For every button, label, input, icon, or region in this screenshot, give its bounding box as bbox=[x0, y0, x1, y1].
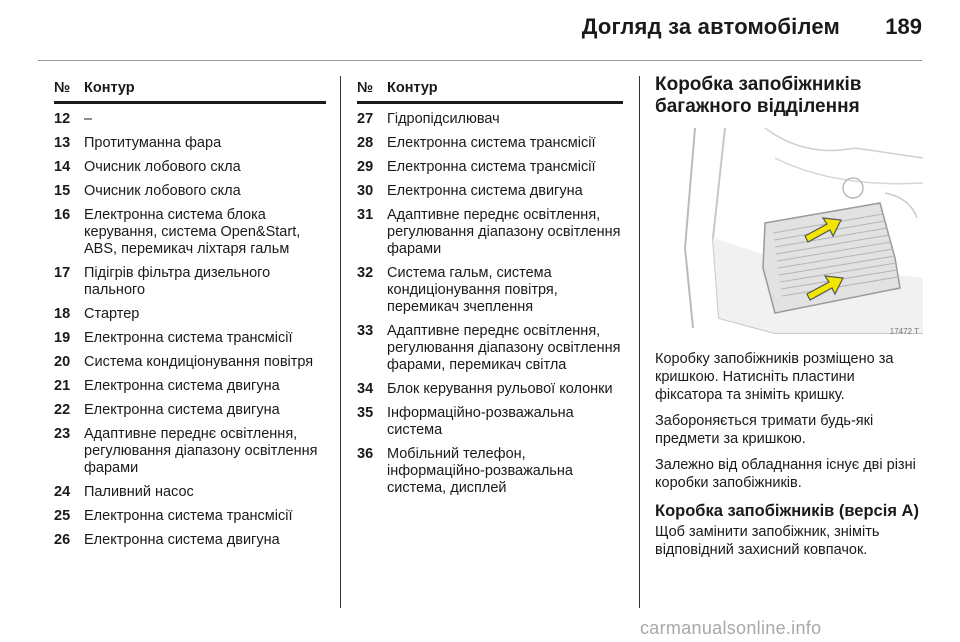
fuse-number: 27 bbox=[357, 111, 374, 127]
paragraph: Забороняється тримати будь-які предмети за кришкою. bbox=[655, 413, 874, 447]
fuse-number: 30 bbox=[357, 183, 374, 199]
fuse-table-header bbox=[357, 80, 623, 104]
fuse-description: Блок керування рульової колонки bbox=[387, 381, 613, 397]
fuse-row bbox=[357, 135, 623, 152]
page-number: 189 bbox=[885, 14, 922, 39]
fuse-number: 13 bbox=[54, 135, 71, 151]
fuse-rows bbox=[357, 111, 623, 497]
fuse-row bbox=[54, 330, 326, 347]
fuse-description: Електронна система трансмісії bbox=[84, 330, 293, 346]
fuse-row bbox=[357, 405, 623, 439]
fuse-description: Адаптивне переднє освітлення, регулювання діапазону освітлення фарами bbox=[387, 207, 621, 257]
fuse-table-1 bbox=[54, 80, 326, 556]
figure-id: 17472 T bbox=[889, 327, 919, 336]
fuse-description: Електронна система двигуна bbox=[84, 402, 280, 418]
fuse-description: Система гальм, система кондиціонування повітря, перемикач зчеплення bbox=[387, 265, 558, 315]
fuse-table-2 bbox=[357, 80, 623, 504]
fuse-number: 28 bbox=[357, 135, 374, 151]
fuse-description: Електронна система двигуна bbox=[84, 532, 280, 548]
fuse-rows bbox=[54, 111, 326, 549]
fuse-table-header bbox=[54, 80, 326, 104]
fuse-row bbox=[54, 508, 326, 525]
fuse-number: 14 bbox=[54, 159, 71, 175]
fuse-description: Очисник лобового скла bbox=[84, 159, 241, 175]
fuse-number: 32 bbox=[357, 265, 374, 281]
fuse-number: 25 bbox=[54, 508, 71, 524]
paragraph: Залежно від обладнання існує дві різні коробки запобіжників. bbox=[655, 457, 916, 491]
fuse-description: Мобільний телефон, інформаційно-розважальна система, дисплей bbox=[387, 446, 573, 496]
fuse-row bbox=[357, 323, 623, 374]
fuse-number: 18 bbox=[54, 306, 71, 322]
fuse-number: 33 bbox=[357, 323, 374, 339]
fuse-number: 34 bbox=[357, 381, 374, 397]
fuse-number: 22 bbox=[54, 402, 71, 418]
paragraph: Щоб замінити запобіжник, зніміть відповідний захисний ковпачок. bbox=[655, 524, 880, 558]
fuse-number: 17 bbox=[54, 265, 71, 281]
header-rule bbox=[38, 60, 922, 61]
subsection-title: Коробка запобіжників (версія А) bbox=[655, 502, 919, 520]
fuse-row bbox=[54, 306, 326, 323]
fuse-description: Інформаційно-розважальна система bbox=[387, 405, 574, 438]
fuse-number: 29 bbox=[357, 159, 374, 175]
paragraph: Коробку запобіжників розміщено за кришкою. Натисніть пластини фіксатора та зніміть кришку. bbox=[655, 351, 894, 403]
section-title: Коробка запобіжників багажного відділення bbox=[655, 74, 862, 117]
fuse-row bbox=[54, 111, 326, 128]
fuse-description: Очисник лобового скла bbox=[84, 183, 241, 199]
trunk-fuse-section bbox=[655, 74, 925, 567]
fuse-row bbox=[357, 381, 623, 398]
fuse-row bbox=[54, 183, 326, 200]
fuse-description: Адаптивне переднє освітлення, регулювання діапазону освітлення фарами, перемикач світла bbox=[387, 323, 621, 373]
fuse-number: 24 bbox=[54, 484, 71, 500]
fuse-number: 26 bbox=[54, 532, 71, 548]
fuse-row bbox=[54, 265, 326, 299]
number-header: № bbox=[357, 80, 374, 96]
fuse-row bbox=[54, 426, 326, 477]
fuse-description: Електронна система трансмісії bbox=[84, 508, 293, 524]
number-header: № bbox=[54, 80, 71, 96]
page-header-title: Догляд за автомобілем bbox=[581, 14, 840, 39]
fuse-row bbox=[54, 484, 326, 501]
fuse-description: Стартер bbox=[84, 306, 140, 322]
fuse-description: Адаптивне переднє освітлення, регулювання діапазону освітлення фарами bbox=[84, 426, 318, 476]
fuse-number: 19 bbox=[54, 330, 71, 346]
fuse-number: 31 bbox=[357, 207, 374, 223]
fuse-description: Система кондиціонування повітря bbox=[84, 354, 314, 370]
fuse-description: Паливний насос bbox=[84, 484, 194, 500]
fuse-description: – bbox=[84, 111, 93, 127]
fuse-number: 15 bbox=[54, 183, 71, 199]
fuse-description: Електронна система трансмісії bbox=[387, 135, 596, 151]
fuse-description: Електронна система трансмісії bbox=[387, 159, 596, 175]
fuse-box-illustration bbox=[655, 128, 923, 338]
fuse-number: 12 bbox=[54, 111, 71, 127]
contour-header: Контур bbox=[387, 80, 438, 96]
fuse-description: Електронна система блока керування, система Open&Start, ABS, перемикач ліхтаря гальм bbox=[84, 207, 301, 257]
fuse-description: Підігрів фільтра дизельного пального bbox=[84, 265, 271, 298]
watermark: carmanualsonline.info bbox=[640, 618, 822, 638]
fuse-row bbox=[54, 135, 326, 152]
fuse-description: Електронна система двигуна bbox=[387, 183, 583, 199]
contour-header: Контур bbox=[84, 80, 135, 96]
fuse-number: 36 bbox=[357, 446, 374, 462]
fuse-description: Електронна система двигуна bbox=[84, 378, 280, 394]
fuse-description: Гідропідсилювач bbox=[387, 111, 500, 127]
fuse-number: 23 bbox=[54, 426, 71, 442]
column-separator-1 bbox=[340, 76, 341, 608]
fuse-row bbox=[357, 111, 623, 128]
fuse-row bbox=[54, 378, 326, 395]
fuse-row bbox=[357, 207, 623, 258]
fuse-number: 16 bbox=[54, 207, 71, 223]
fuse-row bbox=[54, 402, 326, 419]
fuse-description: Протитуманна фара bbox=[84, 135, 222, 151]
fuse-number: 21 bbox=[54, 378, 71, 394]
fuse-row bbox=[357, 265, 623, 316]
fuse-row bbox=[357, 183, 623, 200]
fuse-row bbox=[357, 159, 623, 176]
fuse-number: 35 bbox=[357, 405, 374, 421]
fuse-row bbox=[54, 532, 326, 549]
fuse-row bbox=[54, 207, 326, 258]
fuse-number: 20 bbox=[54, 354, 71, 370]
fuse-row bbox=[357, 446, 623, 497]
fuse-box-figure bbox=[655, 128, 923, 338]
fuse-row bbox=[54, 354, 326, 371]
fuse-row bbox=[54, 159, 326, 176]
column-separator-2 bbox=[639, 76, 640, 608]
